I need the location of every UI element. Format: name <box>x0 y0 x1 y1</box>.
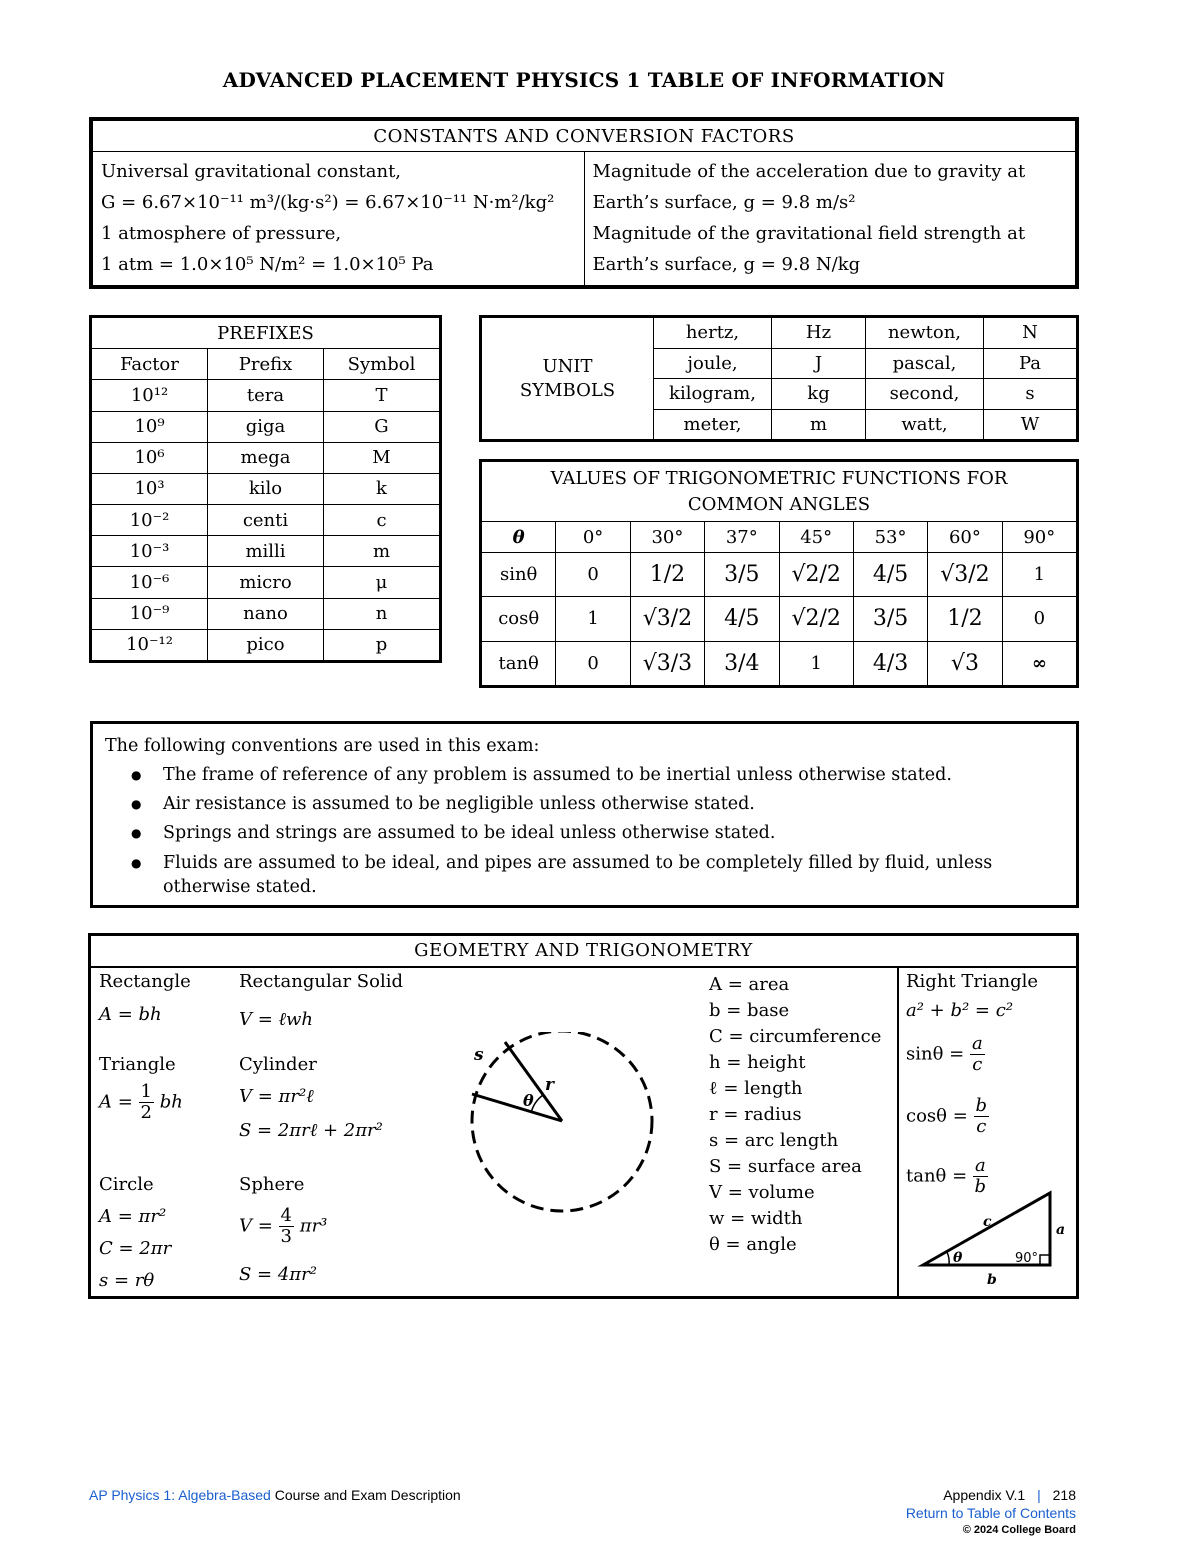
sin-row <box>482 553 1077 597</box>
unit-symbol: N <box>984 318 1077 349</box>
fraction-den: b <box>974 1176 987 1197</box>
trig-header-line: VALUES OF TRIGONOMETRIC FUNCTIONS FOR <box>550 467 1008 489</box>
fraction-num: b <box>975 1095 988 1116</box>
rect-solid-formula: V = ℓwh <box>239 1009 314 1030</box>
prefix-cell: centi <box>208 505 324 536</box>
trig-value: 0 <box>556 641 630 685</box>
unit-name: hertz, <box>654 318 772 349</box>
sphere-volume-formula <box>239 1206 327 1247</box>
fraction <box>974 1096 990 1137</box>
unit-name: second, <box>866 379 984 410</box>
constant-line: Magnitude of the acceleration due to gravity at <box>592 161 1026 182</box>
trig-value: √3/2 <box>630 597 704 641</box>
cosine-formula <box>906 1096 989 1137</box>
sphere-label: Sphere <box>239 1174 305 1195</box>
arc-length-formula: s = rθ <box>99 1270 155 1291</box>
legend-item: θ = angle <box>709 1234 797 1255</box>
symbol-cell: k <box>324 473 440 504</box>
fraction-num: a <box>971 1033 983 1054</box>
return-toc-link[interactable]: Return to Table of Contents <box>905 1505 1076 1521</box>
trig-value: 1/2 <box>928 597 1002 641</box>
column-header: Prefix <box>208 349 324 380</box>
table-row <box>92 536 440 567</box>
angle-cell: 53° <box>853 522 927 553</box>
triangle-formula <box>99 1082 183 1123</box>
function-label: tanθ <box>482 641 556 685</box>
fraction <box>970 1034 985 1075</box>
list-item: ● Fluids are assumed to be ideal, and pipes are assumed to be completely filled by fluid, unless otherwise stated. <box>163 848 1064 899</box>
prefix-cell: kilo <box>208 473 324 504</box>
course-subtitle: Course and Exam Description <box>274 1487 461 1503</box>
trig-value: √3/3 <box>630 641 704 685</box>
formula-rhs: bh <box>159 1091 183 1113</box>
circle-sector-diagram <box>459 1032 659 1222</box>
legend-item: w = width <box>709 1208 803 1229</box>
fraction-num: 1 <box>140 1081 152 1102</box>
table-row <box>482 318 1077 349</box>
angle-cell: 37° <box>705 522 779 553</box>
table-row <box>92 629 440 660</box>
fraction <box>279 1206 294 1247</box>
unit-symbol: m <box>772 409 866 440</box>
circle-circumference-formula: C = 2πr <box>99 1238 172 1259</box>
unit-name: meter, <box>654 409 772 440</box>
cos-row <box>482 597 1077 641</box>
list-item: ● Springs and strings are assumed to be ideal unless otherwise stated. <box>163 819 1064 848</box>
footer-course <box>89 1487 461 1503</box>
theta-header: θ <box>482 522 556 553</box>
page-title: ADVANCED PLACEMENT PHYSICS 1 TABLE OF INFORMATION <box>222 68 946 92</box>
unit-symbol: W <box>984 409 1077 440</box>
function-label: cosθ <box>482 597 556 641</box>
table-row <box>92 598 440 629</box>
table-row <box>92 567 440 598</box>
unit-symbols-label-line: UNIT <box>542 355 593 377</box>
trig-value: 0 <box>1002 597 1076 641</box>
appendix-label: Appendix V.1 <box>943 1487 1026 1503</box>
geometry-box <box>88 933 1079 1299</box>
table-row <box>92 380 440 411</box>
angle-cell: 90° <box>1002 522 1076 553</box>
angle-cell: 45° <box>779 522 853 553</box>
unit-name: joule, <box>654 348 772 379</box>
factor-cell: 10⁻¹² <box>92 629 208 660</box>
unit-name: watt, <box>866 409 984 440</box>
rectangle-formula: A = bh <box>99 1004 162 1025</box>
circle-area-formula: A = πr² <box>99 1206 167 1227</box>
legend-item: S = surface area <box>709 1156 862 1177</box>
symbol-cell: p <box>324 629 440 660</box>
tan-row <box>482 641 1077 685</box>
theta-label: θ <box>523 1091 534 1110</box>
trig-value: 1 <box>556 597 630 641</box>
footer-separator: | <box>1037 1487 1041 1503</box>
angle-cell: 60° <box>928 522 1002 553</box>
rect-solid-label: Rectangular Solid <box>239 971 403 992</box>
right-triangle-label: Right Triangle <box>906 971 1039 992</box>
fraction-num: 4 <box>280 1205 292 1226</box>
trig-value: √2/2 <box>779 597 853 641</box>
legend-item: A = area <box>709 974 790 995</box>
unit-symbol: Pa <box>984 348 1077 379</box>
constant-line: Earth’s surface, g = 9.8 m/s² <box>592 192 856 213</box>
trig-value: 3/5 <box>853 597 927 641</box>
trig-value: 3/5 <box>705 553 779 597</box>
legend-item: b = base <box>709 1000 790 1021</box>
right-triangle-diagram <box>911 1188 1071 1288</box>
circle-label: Circle <box>99 1174 154 1195</box>
constants-box <box>89 117 1079 289</box>
list-item: ● The frame of reference of any problem is assumed to be inertial unless otherwise stated. <box>163 761 1064 790</box>
constant-line: 1 atmosphere of pressure, <box>101 223 342 244</box>
unit-symbol: J <box>772 348 866 379</box>
triangle-label: Triangle <box>99 1054 176 1075</box>
trig-value: 4/5 <box>853 553 927 597</box>
rectangle-label: Rectangle <box>99 971 191 992</box>
factor-cell: 10⁹ <box>92 411 208 442</box>
factor-cell: 10⁻² <box>92 505 208 536</box>
prefixes-header: PREFIXES <box>92 318 440 349</box>
constant-line: G = 6.67×10⁻¹¹ m³/(kg·s²) = 6.67×10⁻¹¹ N·m²/kg² <box>101 192 555 213</box>
legend-item: s = arc length <box>709 1130 839 1151</box>
table-row <box>92 442 440 473</box>
fraction-den: 2 <box>140 1102 152 1123</box>
trig-values-table <box>479 459 1079 688</box>
list-item: ● Air resistance is assumed to be negligible unless otherwise stated. <box>163 790 1064 819</box>
opposite-label: a <box>1056 1222 1066 1238</box>
trig-value: ∞ <box>1002 641 1076 685</box>
symbol-cell: μ <box>324 567 440 598</box>
page-number: 218 <box>1052 1487 1076 1503</box>
conventions-box <box>90 721 1079 908</box>
legend-item: V = volume <box>709 1182 815 1203</box>
course-title-link[interactable]: AP Physics 1: Algebra-Based <box>89 1487 271 1503</box>
function-label: sinθ <box>482 553 556 597</box>
legend-item: ℓ = length <box>709 1078 803 1099</box>
angle-row <box>482 522 1077 553</box>
table-row <box>92 505 440 536</box>
conventions-intro: The following conventions are used in this exam: <box>105 736 540 756</box>
symbol-cell: n <box>324 598 440 629</box>
trig-value: 0 <box>556 553 630 597</box>
prefix-cell: pico <box>208 629 324 660</box>
pythagorean-formula: a² + b² = c² <box>906 1000 1014 1021</box>
unit-symbol: kg <box>772 379 866 410</box>
legend-item: h = height <box>709 1052 806 1073</box>
trig-value: 1 <box>779 641 853 685</box>
trig-value: √3 <box>928 641 1002 685</box>
constants-right <box>584 152 1076 286</box>
trig-value: 1/2 <box>630 553 704 597</box>
prefixes-table <box>89 315 442 663</box>
angle-cell: 30° <box>630 522 704 553</box>
constants-header: CONSTANTS AND CONVERSION FACTORS <box>93 121 1076 152</box>
table-row <box>92 473 440 504</box>
factor-cell: 10⁻³ <box>92 536 208 567</box>
unit-symbols-table <box>479 315 1079 442</box>
angle-cell: 0° <box>556 522 630 553</box>
conventions-list <box>105 761 1064 899</box>
trig-header <box>482 462 1077 522</box>
geometry-divider <box>897 967 899 1299</box>
formula-lhs: cosθ = <box>906 1105 968 1127</box>
trig-header-line: COMMON ANGLES <box>687 493 871 515</box>
radius-label: r <box>545 1075 554 1095</box>
factor-cell: 10³ <box>92 473 208 504</box>
formula-rhs: πr³ <box>299 1215 328 1237</box>
fraction-den: 3 <box>280 1226 292 1247</box>
symbol-cell: M <box>324 442 440 473</box>
fraction-den: c <box>972 1054 983 1075</box>
prefix-cell: nano <box>208 598 324 629</box>
constant-line: 1 atm = 1.0×10⁵ N/m² = 1.0×10⁵ Pa <box>101 254 434 275</box>
unit-name: newton, <box>866 318 984 349</box>
trig-value: 1 <box>1002 553 1076 597</box>
column-header: Symbol <box>324 349 440 380</box>
formula-lhs: V = <box>239 1215 273 1237</box>
factor-cell: 10⁶ <box>92 442 208 473</box>
sine-formula <box>906 1034 985 1075</box>
prefix-cell: tera <box>208 380 324 411</box>
fraction <box>139 1082 154 1123</box>
table-row <box>92 411 440 442</box>
unit-symbols-label-line: SYMBOLS <box>519 379 616 401</box>
factor-cell: 10⁻⁶ <box>92 567 208 598</box>
trig-value: √2/2 <box>779 553 853 597</box>
hypotenuse-label: c <box>983 1214 992 1230</box>
arc-label: s <box>474 1045 484 1065</box>
formula-lhs: tanθ = <box>906 1165 968 1187</box>
footer-page-info <box>943 1487 1076 1503</box>
trig-value: 4/5 <box>705 597 779 641</box>
angle-theta-label: θ <box>953 1250 963 1266</box>
prefix-cell: micro <box>208 567 324 598</box>
symbol-cell: c <box>324 505 440 536</box>
fraction-den: c <box>976 1116 987 1137</box>
prefix-cell: mega <box>208 442 324 473</box>
symbol-cell: m <box>324 536 440 567</box>
factor-cell: 10⁻⁹ <box>92 598 208 629</box>
variable-legend <box>709 972 881 1258</box>
constant-line: Earth’s surface, g = 9.8 N/kg <box>592 254 861 275</box>
prefix-cell: giga <box>208 411 324 442</box>
symbol-cell: G <box>324 411 440 442</box>
constant-line: Universal gravitational constant, <box>101 161 402 182</box>
cylinder-volume-formula: V = πr²ℓ <box>239 1086 314 1107</box>
cylinder-surface-formula: S = 2πrℓ + 2πr² <box>239 1120 383 1141</box>
unit-symbol: Hz <box>772 318 866 349</box>
cylinder-label: Cylinder <box>239 1054 317 1075</box>
legend-item: r = radius <box>709 1104 802 1125</box>
unit-symbol: s <box>984 379 1077 410</box>
trig-value: 3/4 <box>705 641 779 685</box>
copyright: © 2024 College Board <box>962 1524 1076 1536</box>
right-angle-label: 90° <box>1015 1251 1039 1266</box>
trig-value: 4/3 <box>853 641 927 685</box>
unit-name: kilogram, <box>654 379 772 410</box>
formula-lhs: sinθ = <box>906 1043 965 1065</box>
sphere-surface-formula: S = 4πr² <box>239 1264 317 1285</box>
geometry-header: GEOMETRY AND TRIGONOMETRY <box>91 936 1076 968</box>
formula-lhs: A = <box>99 1091 133 1113</box>
constant-line: Magnitude of the gravitational field strength at <box>592 223 1026 244</box>
fraction-num: a <box>974 1155 986 1176</box>
unit-symbols-label <box>482 318 654 440</box>
unit-name: pascal, <box>866 348 984 379</box>
prefix-cell: milli <box>208 536 324 567</box>
factor-cell: 10¹² <box>92 380 208 411</box>
column-header: Factor <box>92 349 208 380</box>
constants-left <box>93 152 585 286</box>
adjacent-label: b <box>987 1272 997 1288</box>
symbol-cell: T <box>324 380 440 411</box>
legend-item: C = circumference <box>709 1026 882 1047</box>
trig-value: √3/2 <box>928 553 1002 597</box>
